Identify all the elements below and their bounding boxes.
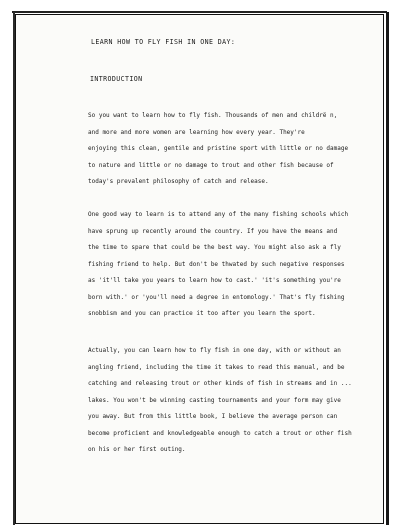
paragraph-line: today's prevalent philosophy of catch and release. bbox=[88, 178, 269, 185]
paragraph-line: So you want to learn how to fly fish. Thousands of men and childrë n, bbox=[88, 112, 338, 119]
paragraph-line: fishing friend to help. But don't be thwated by such negative responses bbox=[88, 260, 345, 268]
scan-border-right bbox=[386, 12, 389, 525]
paragraph-line: the time to spare that could be the best way. You might also ask a fly bbox=[88, 244, 341, 251]
paragraph-line: One good way to learn is to attend any of the many fishing schools which bbox=[88, 211, 349, 218]
paragraph-line: lakes. You won't be winning casting tournaments and your form may give bbox=[88, 396, 341, 404]
paragraph-line: and more and more women are learning how every year. They're bbox=[88, 128, 305, 136]
document-title: LEARN HOW TO FLY FISH IN ONE DAY: bbox=[91, 38, 236, 46]
paragraph-line: you away. But from this little book, I believe the average person can bbox=[88, 413, 338, 420]
paragraph-3 bbox=[88, 343, 378, 459]
paragraph-line: angling friend, including the time it takes to read this manual, and be bbox=[88, 363, 345, 371]
paragraph-line: Actually, you can learn how to fly fish in one day, with or without an bbox=[88, 347, 341, 354]
paragraph-2 bbox=[88, 207, 378, 323]
paragraph-line: have sprung up recently around the country. If you have the means and bbox=[88, 227, 338, 235]
scan-border-top bbox=[12, 11, 387, 13]
paragraph-line: snobbism and you can practice it too after you learn the sport. bbox=[88, 310, 316, 317]
paragraph-line: become proficient and knowledgeable enough to catch a trout or other fish bbox=[88, 429, 352, 437]
paragraph-line: born with.' or 'you'll need a degree in entomology.' That's fly fishing bbox=[88, 293, 345, 301]
paragraph-line: enjoying this clean, gentile and pristine sport with little or no damage bbox=[88, 145, 349, 152]
paragraph-1 bbox=[88, 108, 378, 191]
paragraph-line: to nature and little or no damage to trout and other fish because of bbox=[88, 161, 334, 169]
section-heading: INTRODUCTION bbox=[90, 75, 143, 83]
paragraph-line: on his or her first outing. bbox=[88, 446, 186, 453]
paragraph-line: as 'it'll take you years to learn how to cast.' 'it's something you're bbox=[88, 277, 341, 284]
paragraph-line: catching and releasing trout or other kinds of fish in streams and in ... bbox=[88, 380, 352, 387]
